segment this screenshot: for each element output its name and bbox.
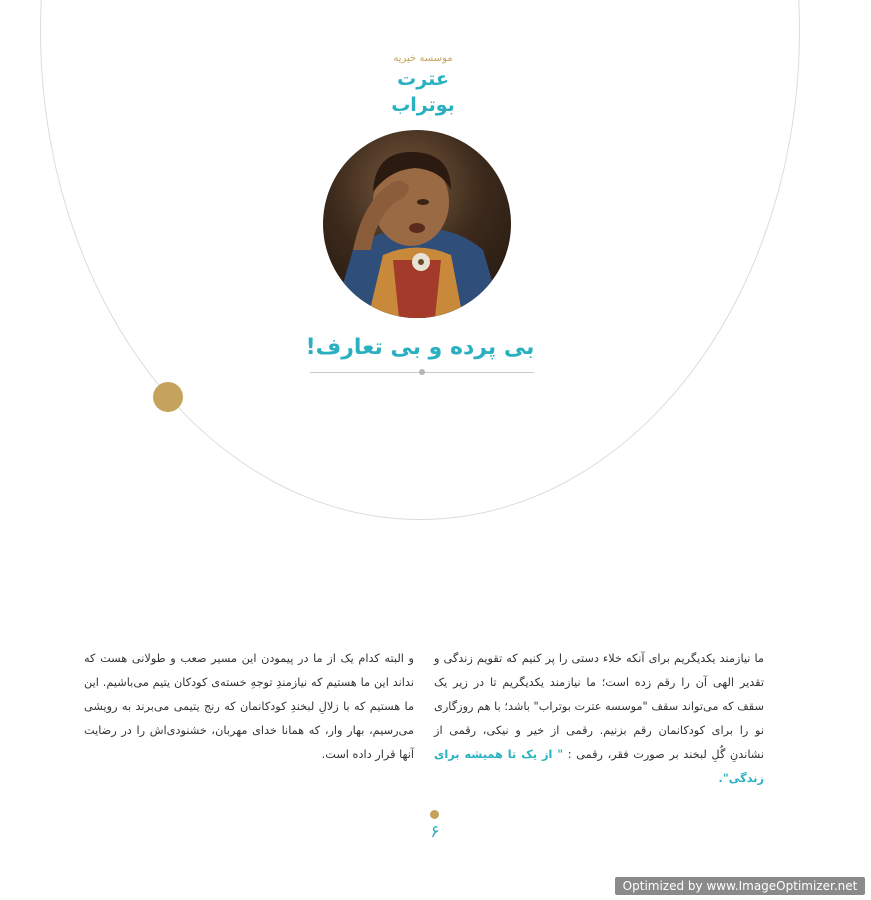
logo-top-text: موسسه خیریه [393,53,453,64]
child-photo [323,130,511,318]
optimizer-watermark: Optimized by www.ImageOptimizer.net [615,877,865,895]
page-title: بی پرده و بی تعارف! [305,335,535,360]
logo-main-text: عترت بوتراب [391,68,455,116]
text-column-left [84,647,414,767]
paragraph-right: ما نیازمند یکدیگریم برای آنکه خلاء دستی را پر کنیم که تقویم زندگی و تقدیر الهی آن را رقم زده است؛ ما نیازمند یکدیگریم تا در زیر یک سقف که می‌تواند سقف "موسسه عترت بوتراب" باشد؛ با هم روزگاری نو را برای کودکانمان رقم بزنیم. رقمی از خیر و نیکی، رقمی از نشاندنِ گُلِ لبخند بر صورت فقر، رقمی : [434,652,764,761]
title-underline-dot [419,369,425,375]
child-photo-illustration [323,130,511,318]
paragraph-left: و البته کدام یک از ما در پیمودن این مسیر صعب و طولانی هست که نداند این ما هستیم که نیازمندِ توجهِ خسته‌ی کودکان یتیم می‌باشیم. این ما هستیم که با زلالِ لبخندِ کودکانمان که رنج یتیمی می‌برند به رویشی می‌رسیم، بهار وار، که همانا خدای مهربان، خشنودی‌اش را در رضایت آنها قرار داده است. [84,652,414,761]
charity-logo [378,52,468,116]
highlight-quote: " از یک تا همیشه برای زندگی". [434,748,764,785]
gold-dot-ornament [153,382,183,412]
page-number: ۶ [430,822,440,842]
text-column-right [434,647,764,791]
